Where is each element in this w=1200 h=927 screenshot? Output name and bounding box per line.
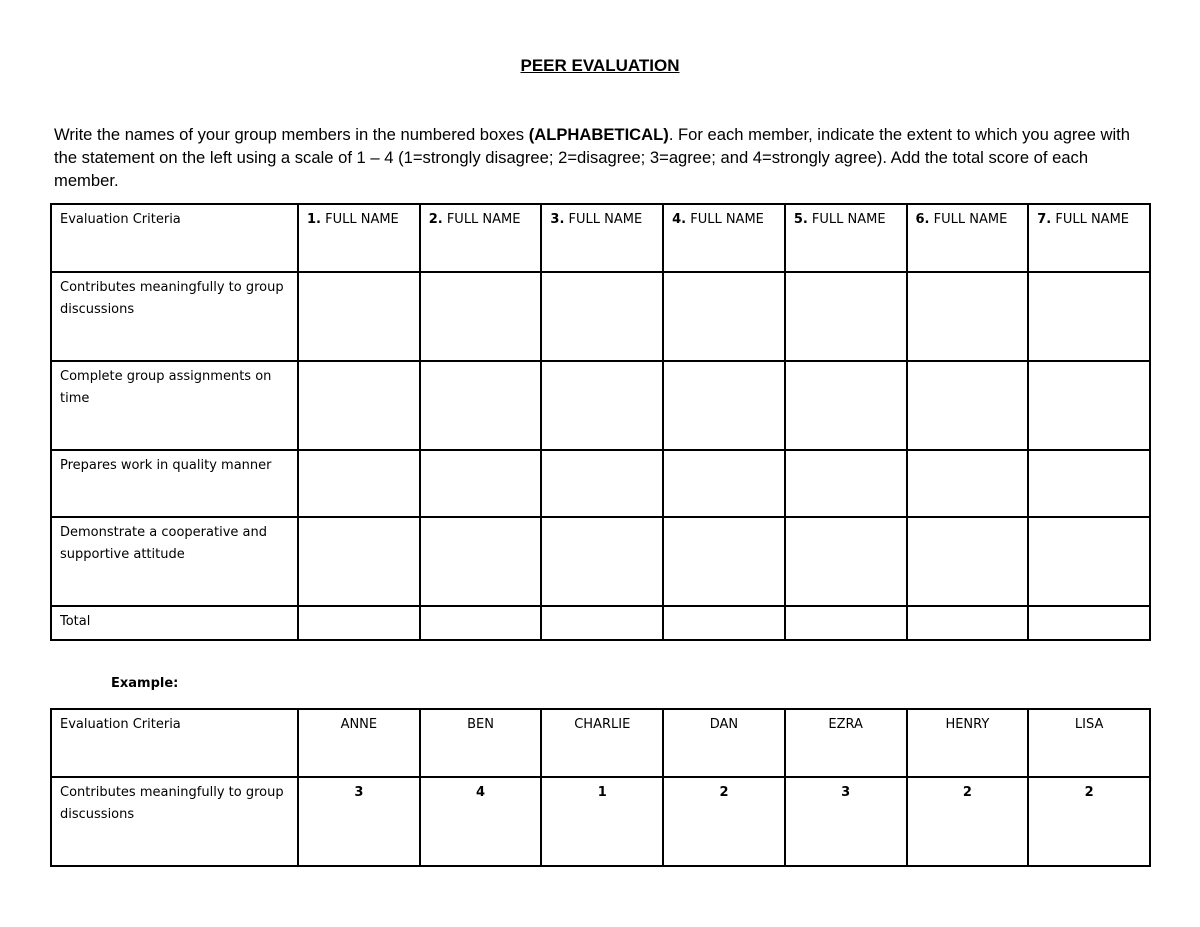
score-cell[interactable] <box>1028 272 1150 361</box>
example-row <box>51 777 1150 866</box>
column-number: 3. <box>550 212 565 227</box>
column-label: FULL NAME <box>686 212 764 227</box>
column-number: 2. <box>428 212 443 227</box>
score-cell[interactable] <box>907 517 1029 606</box>
score-cell[interactable] <box>1028 361 1150 450</box>
criterion-label: Prepares work in quality manner <box>51 450 298 517</box>
score-cell[interactable] <box>907 361 1029 450</box>
column-label: FULL NAME <box>564 212 643 227</box>
example-label: Example: <box>111 676 179 691</box>
example-name: EZRA <box>785 709 907 777</box>
total-row <box>51 606 1150 640</box>
score-cell[interactable] <box>420 361 542 450</box>
total-cell[interactable] <box>541 606 663 640</box>
score-cell[interactable] <box>541 272 663 361</box>
criteria-header: Evaluation Criteria <box>51 204 298 272</box>
total-cell[interactable] <box>663 606 785 640</box>
example-name: LISA <box>1028 709 1150 777</box>
criterion-label: Contributes meaningfully to group discussions <box>51 777 298 866</box>
criteria-header: Evaluation Criteria <box>51 709 298 777</box>
total-cell[interactable] <box>420 606 542 640</box>
score-cell[interactable] <box>663 272 785 361</box>
column-number: 1. <box>307 212 321 227</box>
member-column-6[interactable] <box>907 204 1029 272</box>
member-column-1[interactable] <box>298 204 420 272</box>
member-column-4[interactable] <box>663 204 785 272</box>
example-score: 1 <box>541 777 663 866</box>
instructions-text-1: Write the names of your group members in the numbered boxes <box>54 125 529 144</box>
column-label: FULL NAME <box>807 212 886 227</box>
total-cell[interactable] <box>298 606 420 640</box>
member-column-2[interactable] <box>420 204 542 272</box>
score-cell[interactable] <box>907 272 1029 361</box>
example-name: DAN <box>663 709 785 777</box>
member-column-3[interactable] <box>541 204 663 272</box>
example-table <box>50 708 1151 867</box>
score-cell[interactable] <box>298 361 420 450</box>
score-cell[interactable] <box>663 361 785 450</box>
score-cell[interactable] <box>420 272 542 361</box>
score-cell[interactable] <box>785 272 907 361</box>
criterion-label: Complete group assignments on time <box>51 361 298 450</box>
criterion-label: Demonstrate a cooperative and supportive attitude <box>51 517 298 606</box>
example-name: CHARLIE <box>541 709 663 777</box>
example-header-row <box>51 709 1150 777</box>
score-cell[interactable] <box>420 450 542 517</box>
example-score: 3 <box>785 777 907 866</box>
score-cell[interactable] <box>907 450 1029 517</box>
header-row <box>51 204 1150 272</box>
table-row <box>51 272 1150 361</box>
total-cell[interactable] <box>907 606 1029 640</box>
member-column-5[interactable] <box>785 204 907 272</box>
total-label: Total <box>51 606 298 640</box>
total-cell[interactable] <box>1028 606 1150 640</box>
score-cell[interactable] <box>1028 450 1150 517</box>
column-label: FULL NAME <box>929 212 1008 227</box>
score-cell[interactable] <box>663 517 785 606</box>
example-name: BEN <box>420 709 542 777</box>
page-title: PEER EVALUATION <box>520 56 680 75</box>
column-number: 6. <box>915 212 930 227</box>
score-cell[interactable] <box>541 361 663 450</box>
table-row <box>51 450 1150 517</box>
example-score: 2 <box>663 777 785 866</box>
total-cell[interactable] <box>785 606 907 640</box>
score-cell[interactable] <box>785 361 907 450</box>
example-score: 2 <box>907 777 1029 866</box>
instructions-text-2: . For each member, indicate the extent to which you agree with the statement on the left using a scale of 1 – 4 (1=strongly disagree; 2=disagree; 3=agree; and 4=strongly agree). Add the total score of each member. <box>54 125 1130 190</box>
column-number: 4. <box>672 212 687 227</box>
example-score: 3 <box>298 777 420 866</box>
evaluation-table <box>50 203 1151 641</box>
score-cell[interactable] <box>785 450 907 517</box>
score-cell[interactable] <box>541 517 663 606</box>
column-label: FULL NAME <box>320 212 399 227</box>
example-score: 4 <box>420 777 542 866</box>
score-cell[interactable] <box>298 517 420 606</box>
score-cell[interactable] <box>541 450 663 517</box>
column-number: 5. <box>793 212 808 227</box>
example-name: ANNE <box>298 709 420 777</box>
example-score: 2 <box>1028 777 1150 866</box>
score-cell[interactable] <box>298 272 420 361</box>
example-name: HENRY <box>907 709 1029 777</box>
member-column-7[interactable] <box>1028 204 1150 272</box>
column-number: 7. <box>1037 212 1052 227</box>
instructions-bold: (ALPHABETICAL) <box>528 125 669 144</box>
table-row <box>51 517 1150 606</box>
score-cell[interactable] <box>298 450 420 517</box>
score-cell[interactable] <box>785 517 907 606</box>
score-cell[interactable] <box>420 517 542 606</box>
score-cell[interactable] <box>1028 517 1150 606</box>
score-cell[interactable] <box>663 450 785 517</box>
criterion-label: Contributes meaningfully to group discussions <box>51 272 298 361</box>
column-label: FULL NAME <box>442 212 521 227</box>
column-label: FULL NAME <box>1051 212 1129 227</box>
instructions <box>54 123 1154 192</box>
table-row <box>51 361 1150 450</box>
